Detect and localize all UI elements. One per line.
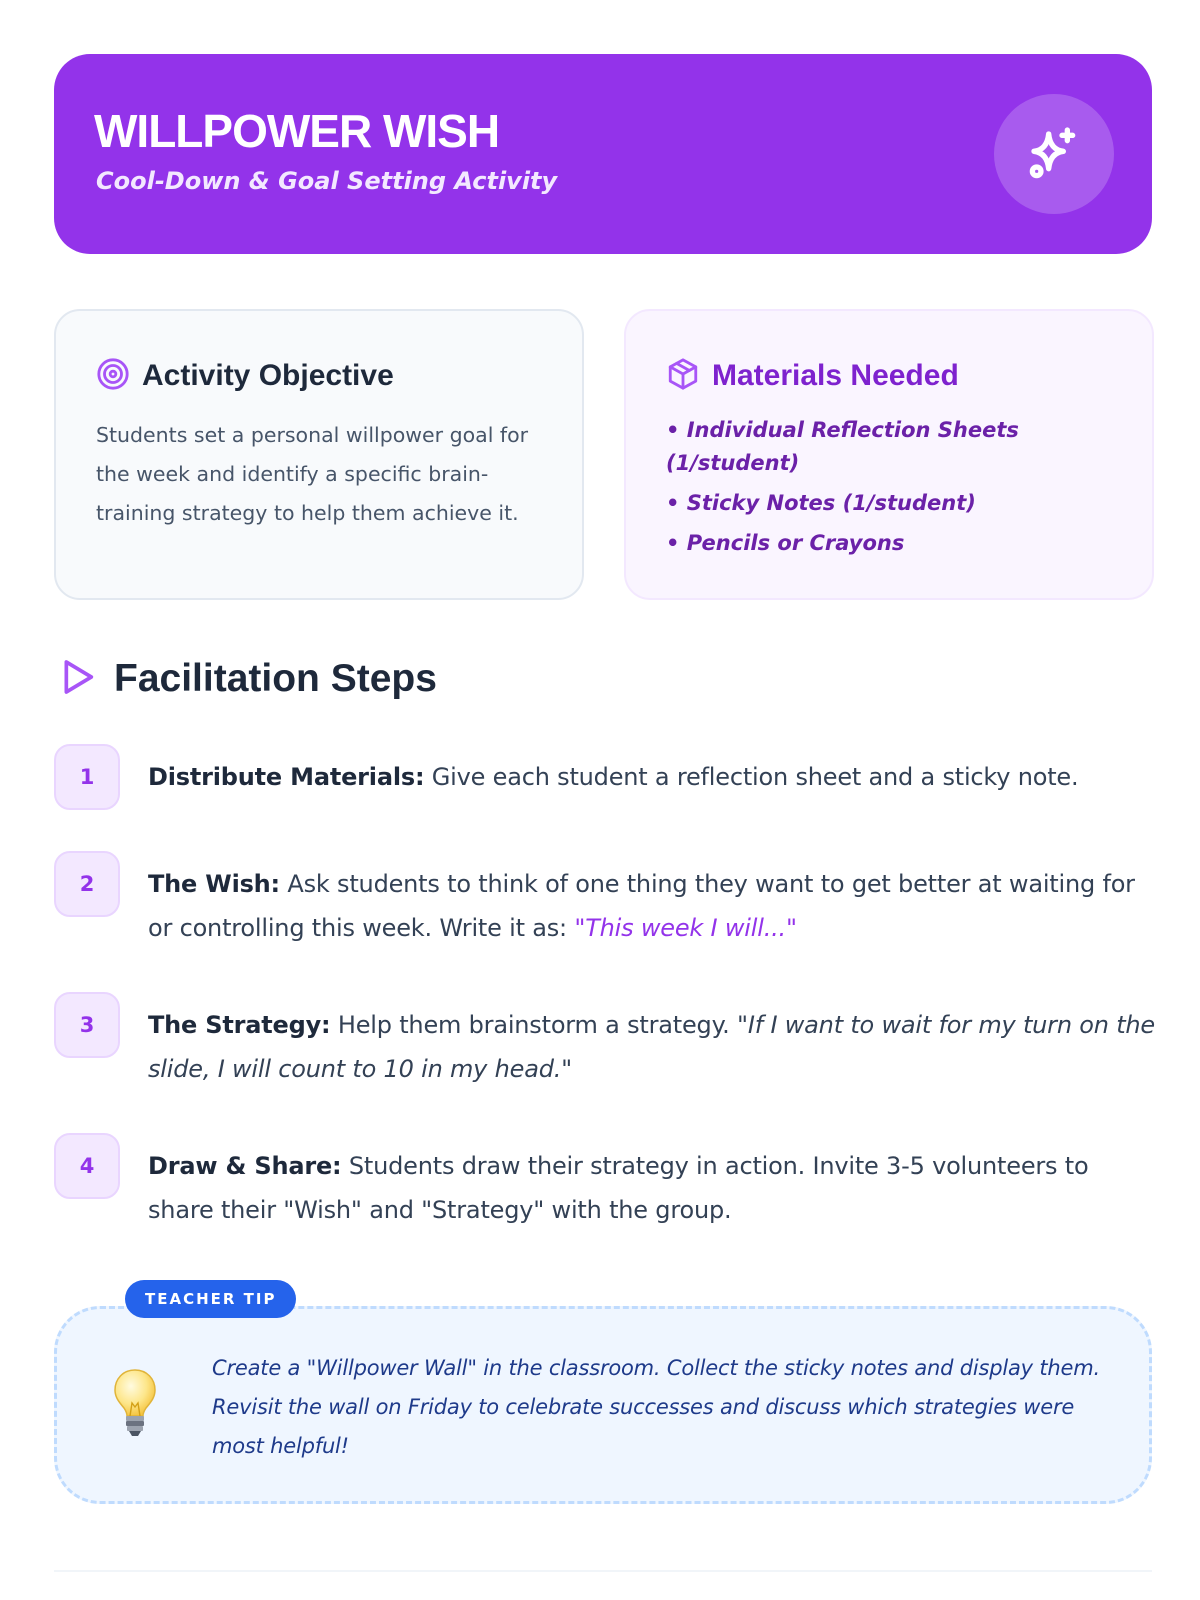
step-text xyxy=(148,755,1158,799)
teacher-tip-text: Create a "Willpower Wall" in the classroom. Collect the sticky notes and display them. Revisit the wall on Friday to celebrate successes and discuss which strategies were most helpful! xyxy=(212,1356,1100,1458)
step-number: 2 xyxy=(54,851,120,917)
facilitation-title: Facilitation Steps xyxy=(114,657,437,700)
step-body: Students draw their strategy in action. Invite 3-5 volunteers to share their "Wish" and "Strategy" with the group. xyxy=(148,1152,1089,1224)
step-quote: "If I want to wait for my turn on the slide, I will count to 10 in my head." xyxy=(148,1011,1155,1083)
materials-list xyxy=(666,414,1136,567)
step-quote: "This week I will..." xyxy=(574,914,797,942)
sparkles-icon xyxy=(994,94,1114,214)
footer-divider xyxy=(54,1570,1152,1572)
step-number: 4 xyxy=(54,1133,120,1199)
page-subtitle: Cool-Down & Goal Setting Activity xyxy=(96,167,558,195)
step-text xyxy=(148,1144,1158,1232)
play-icon xyxy=(58,656,98,702)
step-label: Draw & Share: xyxy=(148,1152,342,1180)
step-label: Distribute Materials: xyxy=(148,763,425,791)
target-icon xyxy=(96,357,130,395)
package-icon xyxy=(666,357,700,395)
teacher-tip-box xyxy=(54,1306,1152,1504)
list-item: • Sticky Notes (1/student) xyxy=(666,491,976,515)
step-label: The Wish: xyxy=(148,870,280,898)
objective-header xyxy=(96,357,394,395)
materials-card xyxy=(624,309,1154,600)
materials-title: Materials Needed xyxy=(712,359,959,392)
page-title: WILLPOWER WISH xyxy=(94,105,500,157)
step-body: Give each student a reflection sheet and a sticky note. xyxy=(424,763,1079,791)
step-number: 1 xyxy=(54,744,120,810)
list-item: • Individual Reflection Sheets (1/student) xyxy=(666,418,1019,475)
teacher-tip-badge: TEACHER TIP xyxy=(125,1280,296,1318)
objective-card xyxy=(54,309,584,600)
facilitation-header xyxy=(58,656,437,702)
step-text xyxy=(148,1003,1158,1091)
header-banner xyxy=(54,54,1152,254)
materials-header xyxy=(666,357,959,395)
step-body: Ask students to think of one thing they want to get better at waiting for or controlling this week. Write it as: xyxy=(148,870,1135,942)
lightbulb-icon xyxy=(112,1367,158,1443)
step-text xyxy=(148,862,1158,950)
step-number: 3 xyxy=(54,992,120,1058)
step-label: The Strategy: xyxy=(148,1011,331,1039)
list-item: • Pencils or Crayons xyxy=(666,531,905,555)
objective-text: Students set a personal willpower goal for the week and identify a specific brain-training strategy to help them achieve it. xyxy=(96,423,529,525)
step-body: Help them brainstorm a strategy. xyxy=(330,1011,738,1039)
objective-title: Activity Objective xyxy=(142,359,394,392)
